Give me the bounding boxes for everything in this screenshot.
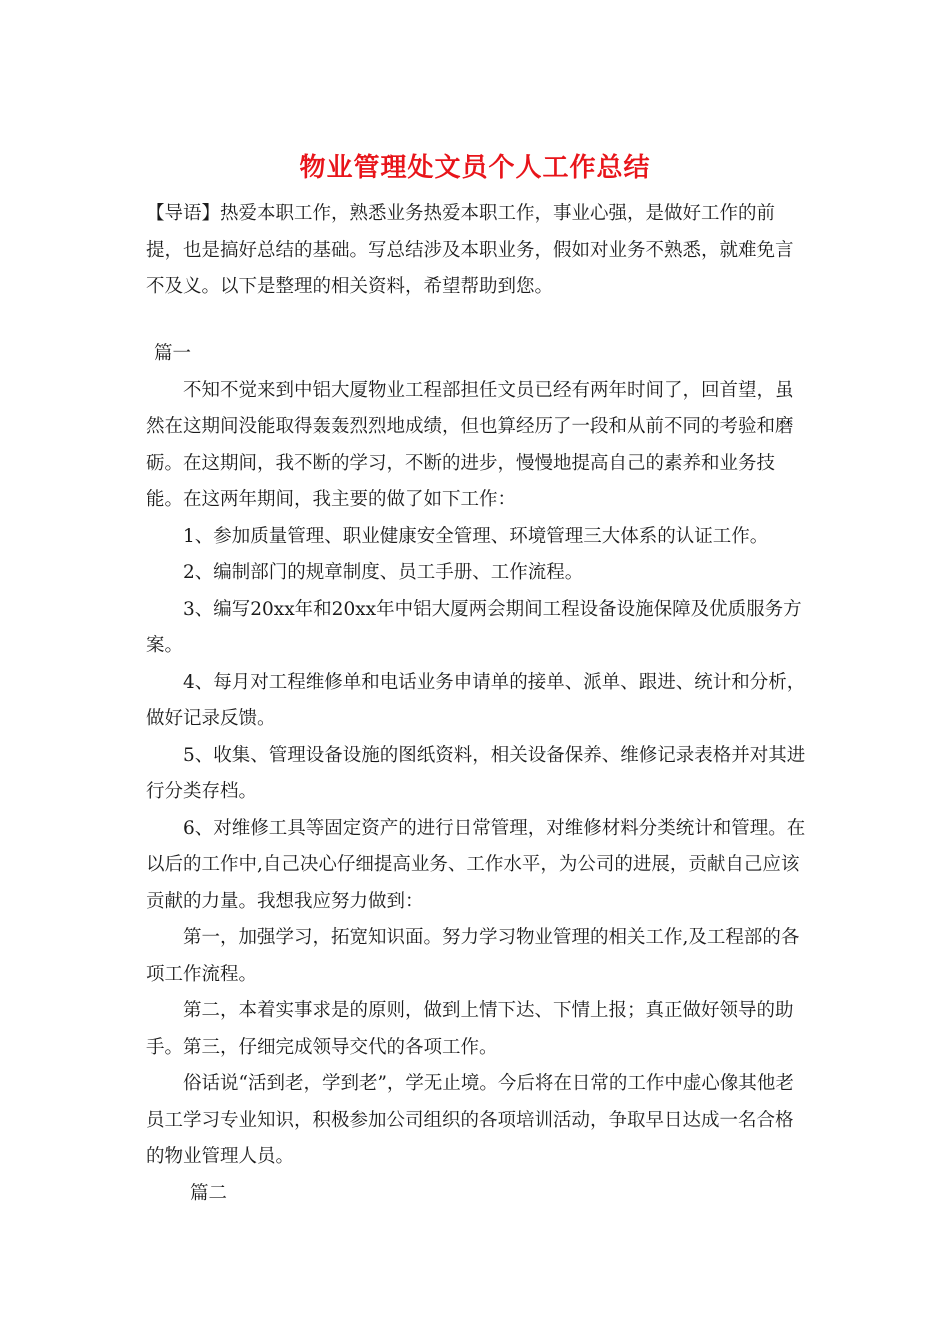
list-item: 4、每月对工程维修单和电话业务申请单的接单、派单、跟进、统计和分析，做好记录反馈。: [146, 671, 806, 729]
document-body: [146, 336, 806, 1212]
body-paragraph: 第一，加强学习，拓宽知识面。努力学习物业管理的相关工作,及工程部的各项工作流程。: [146, 927, 800, 985]
body-paragraph: 不知不觉来到中铝大厦物业工程部担任文员已经有两年时间了，回首望，虽然在这期间没能取得轰轰烈烈地成绩，但也算经历了一段和从前不同的考验和磨砺。在这期间，我不断的学习，不断的进步，慢慢地提高自己的素养和业务技能。在这两年期间，我主要的做了如下工作：: [146, 379, 794, 510]
intro-paragraph: 【导语】热爱本职工作，熟悉业务热爱本职工作，事业心强，是做好工作的前提，也是搞好总结的基础。写总结涉及本职业务，假如对业务不熟悉，就难免言不及义。以下是整理的相关资料，希望帮助到您。: [146, 203, 794, 297]
body-paragraph: 第二，本着实事求是的原则，做到上情下达、下情上报；真正做好领导的助手。第三，仔细完成领导交代的各项工作。: [146, 1000, 794, 1058]
section-heading-1: 篇一: [154, 343, 192, 364]
list-item: 2、编制部门的规章制度、员工手册、工作流程。: [183, 562, 584, 583]
document-title: 物业管理处文员个人工作总结: [299, 153, 651, 183]
list-item: 1、参加质量管理、职业健康安全管理、环境管理三大体系的认证工作。: [183, 525, 769, 547]
list-item: 3、编写20xx年和20xx年中铝大厦两会期间工程设备设施保障及优质服务方案。: [146, 598, 802, 656]
section-heading-2: 篇二: [190, 1182, 228, 1204]
body-paragraph: 俗话说“活到老，学到老”，学无止境。今后将在日常的工作中虚心像其他老员工学习专业知识，积极参加公司组织的各项培训活动，争取早日达成一名合格的物业管理人员。: [146, 1073, 794, 1167]
list-item: 5、收集、管理设备设施的图纸资料，相关设备保养、维修记录表格并对其进行分类存档。: [146, 744, 806, 802]
list-item: 6、对维修工具等固定资产的进行日常管理，对维修材料分类统计和管理。在以后的工作中,自己决心仔细提高业务、工作水平，为公司的进展，贡献自己应该贡献的力量。我想我应努力做到：: [146, 817, 806, 912]
